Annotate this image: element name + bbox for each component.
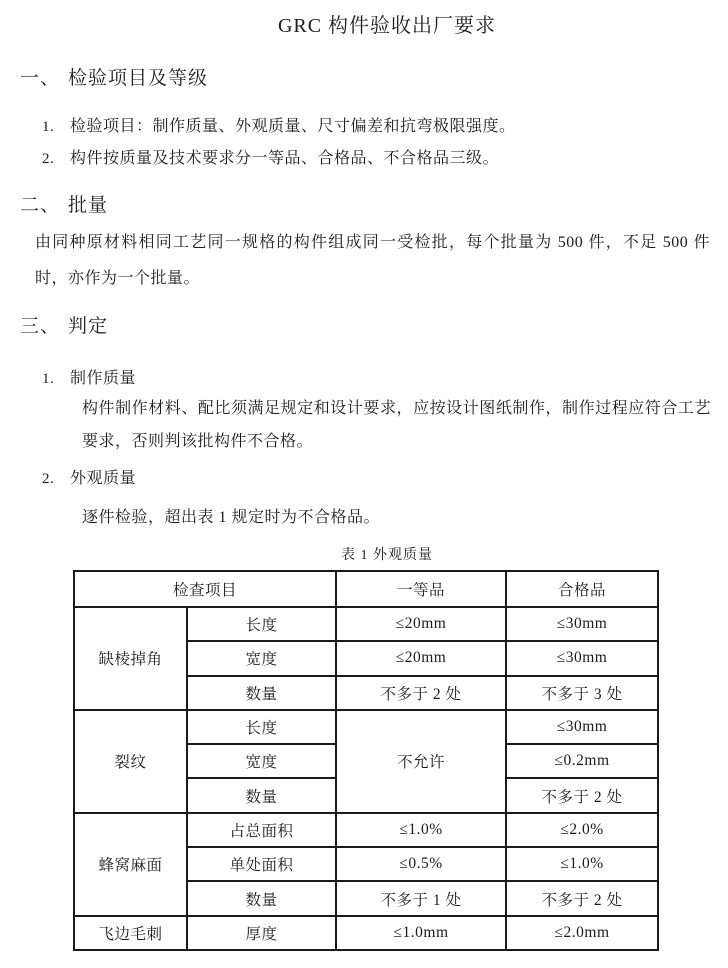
- first-grade-value-cell: 不多于 1 处: [336, 881, 506, 915]
- appearance-quality-paragraph: 逐件检验，超出表 1 规定时为不合格品。: [82, 509, 381, 526]
- appearance-quality-table: [73, 570, 659, 951]
- table-row: [74, 607, 658, 641]
- qualified-value-cell: 不多于 2 处: [506, 881, 658, 915]
- property-cell: 单处面积: [187, 847, 336, 881]
- table-row: [74, 710, 658, 744]
- table-header-row: [74, 571, 658, 607]
- list-item: [42, 145, 499, 168]
- item-number: 2.: [42, 471, 55, 487]
- qualified-value-cell: ≤30mm: [506, 710, 658, 744]
- defect-name-cell: 蜂窝麻面: [74, 813, 187, 916]
- first-grade-merged-cell: 不允许: [336, 710, 506, 813]
- section-number: 一、: [20, 68, 61, 89]
- item-number: 1.: [42, 371, 55, 387]
- qualified-value-cell: ≤30mm: [506, 641, 658, 675]
- item-text: 外观质量: [70, 470, 137, 487]
- qualified-value-cell: ≤1.0%: [506, 847, 658, 881]
- property-cell: 长度: [187, 607, 336, 641]
- item-number: 1.: [42, 119, 55, 135]
- section-heading-text: 判定: [68, 316, 109, 337]
- section-heading-text: 检验项目及等级: [68, 68, 209, 89]
- first-grade-value-cell: ≤1.0%: [336, 813, 506, 847]
- item-text: 制作质量: [70, 370, 137, 387]
- section-number: 三、: [20, 316, 61, 337]
- section-heading-inspection-items: [20, 63, 208, 90]
- section-heading-judgement: [20, 311, 108, 338]
- list-item: [42, 465, 136, 488]
- property-cell: 数量: [187, 778, 336, 812]
- property-cell: 宽度: [187, 744, 336, 778]
- item-text: 构件按质量及技术要求分一等品、合格品、不合格品三级。: [70, 150, 500, 167]
- qualified-value-cell: 不多于 3 处: [506, 676, 658, 710]
- defect-name-cell: 裂纹: [74, 710, 187, 813]
- section-number: 二、: [20, 195, 61, 216]
- property-cell: 数量: [187, 881, 336, 915]
- section-heading-text: 批量: [68, 195, 109, 216]
- table-row: [74, 916, 658, 950]
- header-cell-first-grade: 一等品: [336, 571, 506, 607]
- property-cell: 占总面积: [187, 813, 336, 847]
- first-grade-value-cell: 不多于 2 处: [336, 676, 506, 710]
- qualified-value-cell: ≤2.0%: [506, 813, 658, 847]
- header-cell-qualified: 合格品: [506, 571, 658, 607]
- header-cell-inspection-item: 检查项目: [74, 571, 336, 607]
- qualified-value-cell: 不多于 2 处: [506, 778, 658, 812]
- list-item: [42, 113, 516, 136]
- qualified-value-cell: ≤0.2mm: [506, 744, 658, 778]
- qualified-value-cell: ≤2.0mm: [506, 916, 658, 950]
- first-grade-value-cell: ≤20mm: [336, 641, 506, 675]
- item-number: 2.: [42, 151, 55, 167]
- defect-name-cell: 缺棱掉角: [74, 607, 187, 710]
- page-title: GRC 构件验收出厂要求: [277, 15, 497, 37]
- batch-paragraph: 由同种原材料相同工艺同一规格的构件组成同一受检批，每个批量为 500 件，不足 500 件时，亦作为一个批量。: [35, 234, 710, 287]
- property-cell: 长度: [187, 710, 336, 744]
- first-grade-value-cell: ≤0.5%: [336, 847, 506, 881]
- item-text: 检验项目：制作质量、外观质量、尺寸偏差和抗弯极限强度。: [70, 118, 516, 135]
- property-cell: 厚度: [187, 916, 336, 950]
- table-row: [74, 813, 658, 847]
- property-cell: 数量: [187, 676, 336, 710]
- qualified-value-cell: ≤30mm: [506, 607, 658, 641]
- table-caption: 表 1 外观质量: [341, 548, 433, 563]
- first-grade-value-cell: ≤1.0mm: [336, 916, 506, 950]
- list-item: [42, 365, 136, 388]
- first-grade-value-cell: ≤20mm: [336, 607, 506, 641]
- property-cell: 宽度: [187, 641, 336, 675]
- making-quality-paragraph: 构件制作材料、配比须满足规定和设计要求，应按设计图纸制作，制作过程应符合工艺要求，否则判该批构件不合格。: [82, 400, 711, 450]
- section-heading-batch: [20, 190, 108, 217]
- defect-name-cell: 飞边毛刺: [74, 916, 187, 950]
